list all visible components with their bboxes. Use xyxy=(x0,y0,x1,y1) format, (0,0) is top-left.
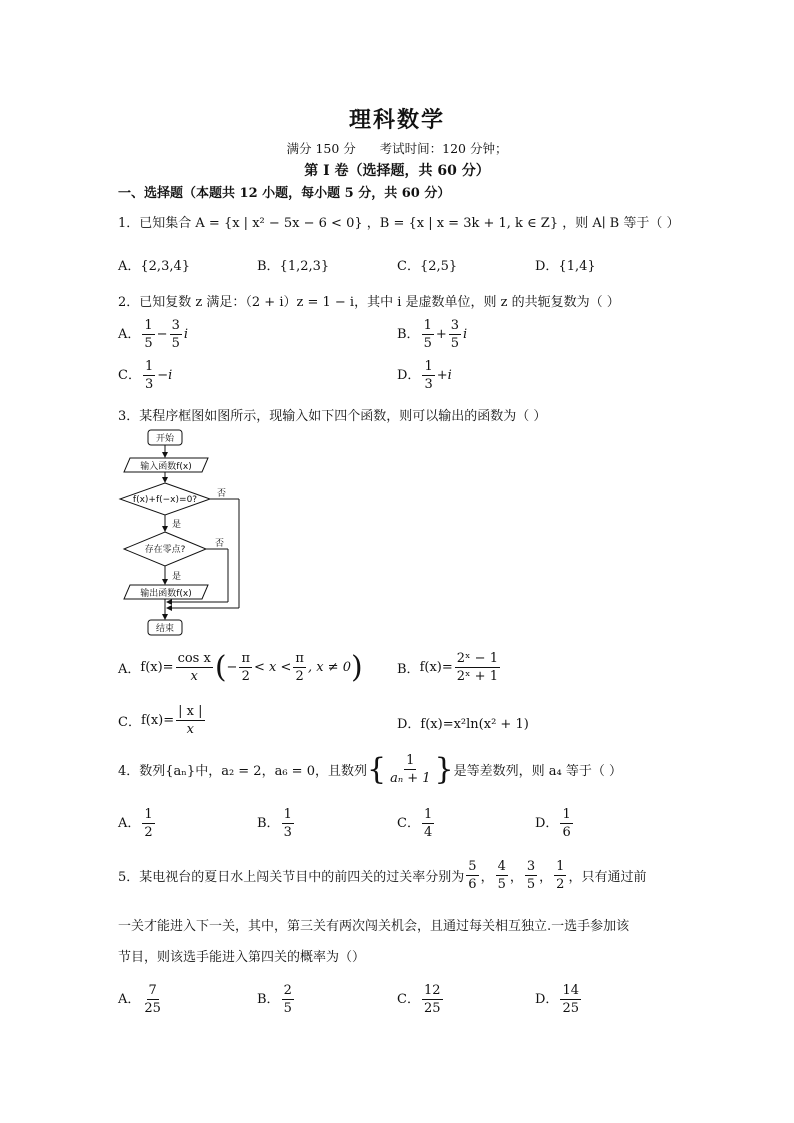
q2-option-d: D． $\frac{1}{3}$ +i xyxy=(397,359,452,392)
flow-start-label: 开始 xyxy=(155,434,175,444)
flow-yes2-label: 是 xyxy=(172,572,182,582)
q5-option-d: D． $\frac{14}{25}$ xyxy=(535,983,579,1016)
q4-option-c: C． $\frac{1}{4}$ xyxy=(397,807,433,840)
page-title: 理科数学 xyxy=(348,107,445,133)
exam-info: 满分 150 分 考试时间：120 分钟； xyxy=(286,141,508,156)
flow-no2-label: 否 xyxy=(215,539,225,549)
q3-stem: 3．某程序框图如图所示，现输入如下四个函数，则可以输出的函数为（ ） xyxy=(118,409,547,424)
q3-option-b: B． f(x)= $\frac{\text{2ˣ − 1}}{\text{2ˣ + 1}}$ xyxy=(397,651,498,684)
q3-option-d: D．f(x)=x²ln(x² + 1) xyxy=(397,717,529,732)
flow-output-label: 输出函数f(x) xyxy=(140,589,192,599)
flow-decision-odd-label: f(x)+f(−x)=0? xyxy=(132,495,198,505)
part-heading: 第 I 卷（选择题，共 60 分） xyxy=(304,163,490,179)
flow-no1-label: 否 xyxy=(217,489,227,499)
q1-stem: 1．已知集合 A = {x | x² − 5x − 6 < 0} ，B = {x | x = 3k + 1, k ∈ Z} ，则 A∣ B 等于（ ） xyxy=(118,216,680,231)
q5-option-c: C． $\frac{12}{25}$ xyxy=(397,983,441,1016)
section-heading: 一、选择题（本题共 12 小题，每小题 5 分，共 60 分） xyxy=(118,186,451,201)
q1-option-b: B．{1,2,3} xyxy=(257,259,330,274)
flow-decision-zero-label: 存在零点? xyxy=(144,545,186,555)
q2-option-b: B． $\frac{1}{5}$ + $\frac{3}{5}$ i xyxy=(397,318,468,351)
q5-stem-line3: 节目，则该选手能进入第四关的概率为（） xyxy=(118,950,366,965)
q1-option-d: D．{1,4} xyxy=(535,259,596,274)
q2-option-a: A． $\frac{1}{5}$ − $\frac{3}{5}$ i xyxy=(118,318,189,351)
flow-input-label: 输入函数f(x) xyxy=(140,462,192,472)
q3-option-c: C． f(x)= $\frac{| x |}{x}$ xyxy=(118,704,203,737)
q2-option-c: C． $\frac{1}{3}$ −i xyxy=(118,359,173,392)
q4-option-b: B． $\frac{1}{3}$ xyxy=(257,807,292,840)
q4-option-a: A． $\frac{1}{2}$ xyxy=(118,807,153,840)
q5-option-b: B． $\frac{2}{5}$ xyxy=(257,983,292,1016)
q5-stem-line2: 一关才能进入下一关，其中，第三关有两次闯关机会，且通过每关相互独立.一选手参加该 xyxy=(118,919,630,934)
q5-option-a: A． $\frac{7}{25}$ xyxy=(118,983,161,1016)
q2-stem: 2．已知复数 z 满足：（2 + i）z = 1 − i，其中 i 是虚数单位，则 z 的共轭复数为（ ） xyxy=(118,295,620,310)
q3-option-a: A． f(x)= $\frac{\text{cos x}}{x}$ ( − $\frac{\pi}{2}$ < x < $\frac{\pi}{2}$ , x ≠ 0 ) xyxy=(118,649,363,685)
q1-option-a: A．{2,3,4} xyxy=(118,259,191,274)
q5-stem-line1: 5．某电视台的夏日水上闯关节目中的前四关的过关率分别为 $\frac{5}{6}$ ， $\frac{4}{5}$ ， $\frac{3}{5}$ ， $\frac{1}{2}$ ，只有通过前 xyxy=(118,859,647,892)
q4-option-d: D． $\frac{1}{6}$ xyxy=(535,807,571,840)
q1-option-c: C．{2,5} xyxy=(397,259,458,274)
flow-yes1-label: 是 xyxy=(172,520,182,530)
q4-stem: 4．数列{aₙ}中，a₂ = 2，a₆ = 0，且数列 { $\frac{1}{\text{aₙ + 1}}$ } 是等差数列，则 a₄ 等于（ ） xyxy=(118,751,622,787)
flowchart xyxy=(112,426,252,640)
flow-end-label: 结束 xyxy=(155,624,175,634)
